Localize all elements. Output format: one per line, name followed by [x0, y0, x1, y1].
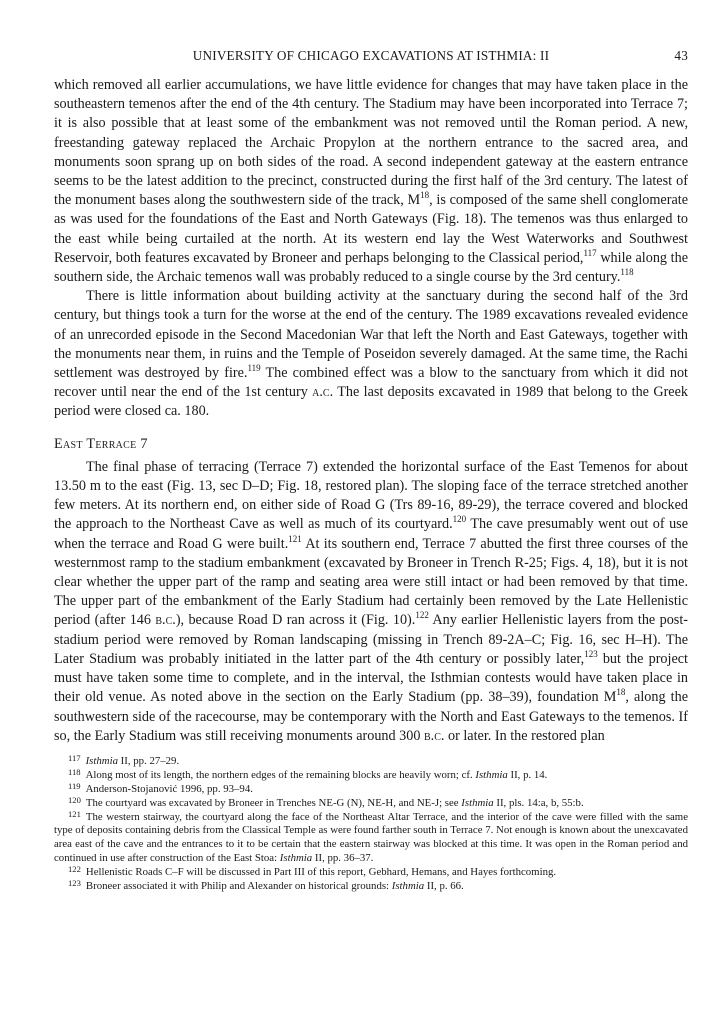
- footnote: $^{118}$ Along most of its length, the northern edges of the remaining blocks are heavily worn; cf. Isthmia II, p. 14.: [68, 766, 548, 781]
- paragraph-2: There is little information about building activity at the sanctuary during the second half of the 3rd century, but things took a turn for the worse at the end of the century. The 1989 excavations revealed evidence of an unrecorded episode in the Second Macedonian War that left the North and East Gateways, together with the monuments near them, in ruins and the Temple of Poseidon severely damaged. At the same time, the Rachi settlement was destroyed by fire.$^{119}$ The combined effect was a blow to the sanctuary from which it did not recover until near the end of the 1st century a.c. The last deposits excavated in 1989 that belong to the Greek period were closed ca. 180.: [54, 288, 688, 420]
- footnote: $^{119}$ Anderson-Stojanović 1996, pp. 93–94.: [68, 780, 253, 795]
- footnote-ref-120[interactable]: 120: [452, 514, 467, 525]
- paragraph-3: The final phase of terracing (Terrace 7) extended the horizontal surface of the East Temenos for about 13.50 m to the east (Fig. 13, sec D–D; Fig. 18, restored plan). The sloping face of the terrace stretched another few meters. At its northern end, on either side of Road G (Trs 89-16, 89-29), the terrace covered and blocked the approach to the Northeast Cave as well as much of its courtyard.$^{120}$ The cave presumably went out of use when the terrace and Road G were built.$^{121}$ At its southern end, Terrace 7 abutted the first three courses of the westernmost ramp to the stadium embankment (excavated by Broneer in Trench R-25; Figs. 4, 18), but it is not clear whether the upper part of the ramp and seating area were still intact or had been removed by that time. The upper part of the embankment of the Early Stadium had certainly been removed by the Late Hellenistic period (after 146 b.c.), because Road D ran across it (Fig. 10).$^{122}$ Any earlier Hellenistic layers from the post-stadium period were removed by Roman landscaping (missing in Trench 89-2A–C; Fig. 16, sec H–H). The Later Stadium was probably initiated in the latter part of the 4th century or possibly later,$^{123}$ but the project must have taken some time to complete, and in the interval, the Isthmian contests would have taken place in their old venue. As noted above in the section on the Early Stadium (pp. 38–39), foundation $M^{18}$, along the southwestern side of the racecourse, may be contemporary with the North and East Gateways to the temenos. If so, the Early Stadium was still receiving monuments around 300 b.c. or later. In the restored plan: [54, 458, 688, 744]
- page-number: 43: [674, 48, 688, 63]
- paragraph-1: which removed all earlier accumulations, we have little evidence for changes that may have taken place in the southeastern temenos after the end of the 4th century. The Stadium may have been incorporated into Terrace 7; it is also possible that at least some of the embankment was not removed until the Roman period. A new, freestanding gateway replaced the Archaic Propylon at the northern entrance to the sacred area, and monuments soon sprang up on both sides of the road. A second independent gateway at the eastern entrance seems to be the latest addition to the precinct, constructed during the first half of the 3rd century. The latest of the monument bases along the southwestern side of the track, $M^{18}$, is composed of the same shell conglomerate as was used for the foundations of the East and North Gateways (Fig. 18). The temenos was thus enlarged to the east while being curtailed at the north. At its western end lay the West Waterworks and Southwest Reservoir, both features excavated by Broneer and perhaps belonging to the Classical period,$^{117}$ while along the southern side, the Archaic temenos wall was probably reduced to a single course by the 3rd century.$^{118}$: [54, 77, 689, 286]
- footnote: $^{122}$ Hellenistic Roads C–F will be discussed in Part III of this report, Gebhard, Hemans, and Hayes forthcoming.: [68, 864, 557, 879]
- era-abbrev: b.c.: [424, 727, 445, 744]
- footnote-ref-121[interactable]: 121: [288, 533, 302, 544]
- footnote-number: 121: [68, 808, 81, 819]
- running-title: UNIVERSITY OF CHICAGO EXCAVATIONS AT ISTHMIA: II: [192, 48, 550, 63]
- footnote-number: 118: [68, 766, 81, 777]
- footnote-number: 120: [68, 794, 81, 805]
- footnote-number: 119: [68, 780, 81, 791]
- footnote: $^{117}$ Isthmia II, pp. 27–29.: [68, 752, 180, 767]
- running-head: [54, 48, 688, 68]
- footnote-ref-122[interactable]: 122: [415, 610, 429, 621]
- footnote-number: 122: [68, 864, 81, 875]
- superscript-18: 18: [616, 687, 626, 698]
- body-text: [54, 76, 688, 746]
- footnote: $^{120}$ The courtyard was excavated by Broneer in Trenches NE-G (N), NE-H, and NE-J; see Isthmia II, pls. 14:a, b, 55:b.: [68, 794, 584, 809]
- footnote-ref-123[interactable]: 123: [584, 648, 598, 659]
- section-heading: East Terrace 7: [54, 435, 148, 452]
- era-abbrev: a.c.: [312, 384, 334, 401]
- footnotes: [54, 752, 688, 894]
- page: [54, 48, 688, 894]
- footnote: $^{121}$ The western stairway, the courtyard along the face of the Northeast Altar Terrace, and the interior of the cave were filled with the same type of deposits containing debris from the Classical Temple as were found farther south in Terrace 7. Not enough is known about the unexcavated area east of the cave and the entrances to it to be certain that the eastern stairway was blocked at this time. It was open in the Roman period and continued in use after construction of the East Stoa: Isthmia II, pp. 36–37.: [54, 808, 688, 865]
- superscript-18: 18: [420, 190, 430, 201]
- footnote: $^{123}$ Broneer associated it with Philip and Alexander on historical grounds: Isthmia II, p. 66.: [68, 878, 464, 893]
- footnote-number: 117: [68, 752, 81, 763]
- era-abbrev: b.c.: [155, 612, 176, 629]
- footnote-ref-119[interactable]: 119: [247, 363, 261, 374]
- footnote-ref-117[interactable]: 117: [583, 247, 597, 258]
- footnote-number: 123: [68, 878, 81, 889]
- footnote-ref-118[interactable]: 118: [620, 267, 634, 278]
